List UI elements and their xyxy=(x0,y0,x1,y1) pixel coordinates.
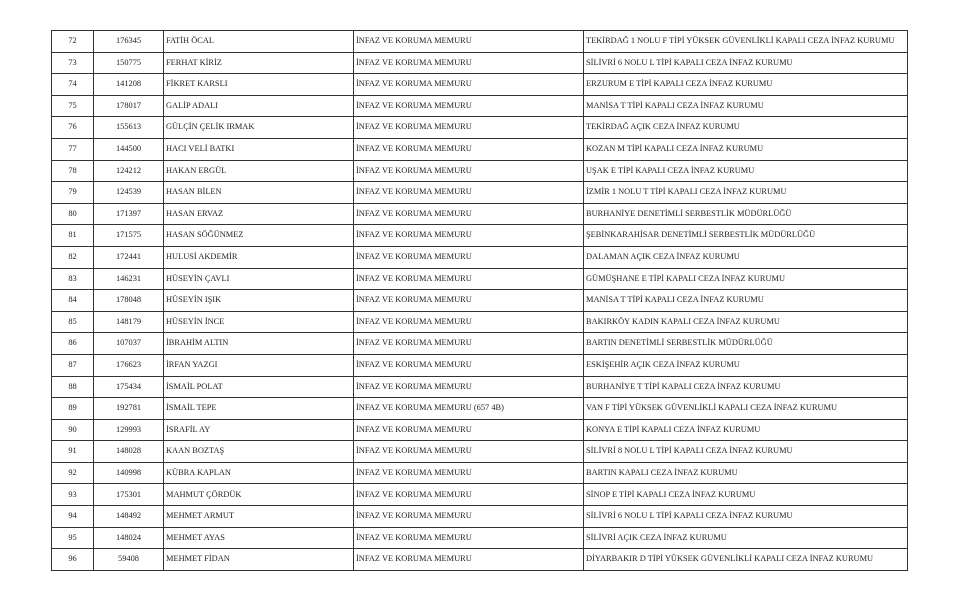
table-row xyxy=(52,462,908,484)
registry-number-cell: 140998 xyxy=(94,462,164,484)
assigned-institution-cell: GÜMÜŞHANE E TİPİ KAPALI CEZA İNFAZ KURUMU xyxy=(584,268,908,290)
table-row xyxy=(52,74,908,96)
row-number-cell: 76 xyxy=(52,117,94,139)
table-row xyxy=(52,203,908,225)
job-title-cell: İNFAZ VE KORUMA MEMURU xyxy=(354,506,584,528)
registry-number-cell: 148024 xyxy=(94,527,164,549)
job-title-cell: İNFAZ VE KORUMA MEMURU xyxy=(354,441,584,463)
table-row xyxy=(52,246,908,268)
table-row xyxy=(52,268,908,290)
job-title-cell: İNFAZ VE KORUMA MEMURU xyxy=(354,290,584,312)
job-title-cell: İNFAZ VE KORUMA MEMURU xyxy=(354,203,584,225)
assigned-institution-cell: VAN F TİPİ YÜKSEK GÜVENLİKLİ KAPALI CEZA İNFAZ KURUMU xyxy=(584,398,908,420)
job-title-cell: İNFAZ VE KORUMA MEMURU xyxy=(354,52,584,74)
registry-number-cell: 148492 xyxy=(94,506,164,528)
job-title-cell: İNFAZ VE KORUMA MEMURU xyxy=(354,74,584,96)
row-number-cell: 78 xyxy=(52,160,94,182)
person-name-cell: KÜBRA KAPLAN xyxy=(164,462,354,484)
row-number-cell: 87 xyxy=(52,354,94,376)
registry-number-cell: 192781 xyxy=(94,398,164,420)
job-title-cell: İNFAZ VE KORUMA MEMURU xyxy=(354,549,584,571)
table-row xyxy=(52,398,908,420)
personnel-table-body xyxy=(52,31,908,571)
person-name-cell: HASAN SÖĞÜNMEZ xyxy=(164,225,354,247)
registry-number-cell: 175301 xyxy=(94,484,164,506)
person-name-cell: MEHMET AYAS xyxy=(164,527,354,549)
table-row xyxy=(52,441,908,463)
person-name-cell: FİKRET KARSLI xyxy=(164,74,354,96)
row-number-cell: 90 xyxy=(52,419,94,441)
row-number-cell: 86 xyxy=(52,333,94,355)
registry-number-cell: 171575 xyxy=(94,225,164,247)
person-name-cell: HULUSİ AKDEMİR xyxy=(164,246,354,268)
row-number-cell: 74 xyxy=(52,74,94,96)
person-name-cell: MAHMUT ÇÖRDÜK xyxy=(164,484,354,506)
table-row xyxy=(52,506,908,528)
job-title-cell: İNFAZ VE KORUMA MEMURU xyxy=(354,182,584,204)
assigned-institution-cell: KOZAN M TİPİ KAPALI CEZA İNFAZ KURUMU xyxy=(584,138,908,160)
registry-number-cell: 148179 xyxy=(94,311,164,333)
job-title-cell: İNFAZ VE KORUMA MEMURU xyxy=(354,484,584,506)
registry-number-cell: 150775 xyxy=(94,52,164,74)
registry-number-cell: 148028 xyxy=(94,441,164,463)
row-number-cell: 75 xyxy=(52,95,94,117)
registry-number-cell: 175434 xyxy=(94,376,164,398)
table-row xyxy=(52,311,908,333)
job-title-cell: İNFAZ VE KORUMA MEMURU xyxy=(354,462,584,484)
table-row xyxy=(52,376,908,398)
personnel-table xyxy=(51,30,908,571)
table-row xyxy=(52,31,908,53)
assigned-institution-cell: MANİSA T TİPİ KAPALI CEZA İNFAZ KURUMU xyxy=(584,95,908,117)
row-number-cell: 89 xyxy=(52,398,94,420)
assigned-institution-cell: ŞEBİNKARAHİSAR DENETİMLİ SERBESTLİK MÜDÜRLÜĞÜ xyxy=(584,225,908,247)
row-number-cell: 88 xyxy=(52,376,94,398)
registry-number-cell: 155613 xyxy=(94,117,164,139)
assigned-institution-cell: UŞAK E TİPİ KAPALI CEZA İNFAZ KURUMU xyxy=(584,160,908,182)
table-row xyxy=(52,484,908,506)
row-number-cell: 93 xyxy=(52,484,94,506)
job-title-cell: İNFAZ VE KORUMA MEMURU xyxy=(354,95,584,117)
job-title-cell: İNFAZ VE KORUMA MEMURU xyxy=(354,160,584,182)
row-number-cell: 95 xyxy=(52,527,94,549)
person-name-cell: İSMAİL POLAT xyxy=(164,376,354,398)
assigned-institution-cell: KONYA E TİPİ KAPALI CEZA İNFAZ KURUMU xyxy=(584,419,908,441)
person-name-cell: HASAN ERVAZ xyxy=(164,203,354,225)
table-row xyxy=(52,138,908,160)
assigned-institution-cell: DİYARBAKIR D TİPİ YÜKSEK GÜVENLİKLİ KAPALI CEZA İNFAZ KURUMU xyxy=(584,549,908,571)
row-number-cell: 79 xyxy=(52,182,94,204)
person-name-cell: HÜSEYİN IŞIK xyxy=(164,290,354,312)
person-name-cell: HACI VELİ BATKI xyxy=(164,138,354,160)
row-number-cell: 91 xyxy=(52,441,94,463)
registry-number-cell: 129993 xyxy=(94,419,164,441)
row-number-cell: 96 xyxy=(52,549,94,571)
job-title-cell: İNFAZ VE KORUMA MEMURU xyxy=(354,527,584,549)
job-title-cell: İNFAZ VE KORUMA MEMURU xyxy=(354,311,584,333)
row-number-cell: 82 xyxy=(52,246,94,268)
table-row xyxy=(52,333,908,355)
person-name-cell: İSMAİL TEPE xyxy=(164,398,354,420)
assigned-institution-cell: SİLİVRİ 6 NOLU L TİPİ KAPALI CEZA İNFAZ KURUMU xyxy=(584,506,908,528)
assigned-institution-cell: SİLİVRİ 8 NOLU L TİPİ KAPALI CEZA İNFAZ KURUMU xyxy=(584,441,908,463)
assigned-institution-cell: BARTIN DENETİMLİ SERBESTLİK MÜDÜRLÜĞÜ xyxy=(584,333,908,355)
person-name-cell: HASAN BİLEN xyxy=(164,182,354,204)
assigned-institution-cell: DALAMAN AÇIK CEZA İNFAZ KURUMU xyxy=(584,246,908,268)
row-number-cell: 81 xyxy=(52,225,94,247)
job-title-cell: İNFAZ VE KORUMA MEMURU xyxy=(354,354,584,376)
assigned-institution-cell: İZMİR 1 NOLU T TİPİ KAPALI CEZA İNFAZ KURUMU xyxy=(584,182,908,204)
job-title-cell: İNFAZ VE KORUMA MEMURU xyxy=(354,333,584,355)
job-title-cell: İNFAZ VE KORUMA MEMURU (657 4B) xyxy=(354,398,584,420)
person-name-cell: HÜSEYİN İNCE xyxy=(164,311,354,333)
registry-number-cell: 144500 xyxy=(94,138,164,160)
assigned-institution-cell: SİLİVRİ AÇIK CEZA İNFAZ KURUMU xyxy=(584,527,908,549)
person-name-cell: İRFAN YAZGI xyxy=(164,354,354,376)
registry-number-cell: 146231 xyxy=(94,268,164,290)
person-name-cell: MEHMET FİDAN xyxy=(164,549,354,571)
registry-number-cell: 176345 xyxy=(94,31,164,53)
registry-number-cell: 178017 xyxy=(94,95,164,117)
person-name-cell: GÜLÇİN ÇELİK IRMAK xyxy=(164,117,354,139)
registry-number-cell: 178048 xyxy=(94,290,164,312)
person-name-cell: KAAN BOZTAŞ xyxy=(164,441,354,463)
job-title-cell: İNFAZ VE KORUMA MEMURU xyxy=(354,419,584,441)
job-title-cell: İNFAZ VE KORUMA MEMURU xyxy=(354,31,584,53)
person-name-cell: FATİH ÖCAL xyxy=(164,31,354,53)
table-row xyxy=(52,225,908,247)
registry-number-cell: 124539 xyxy=(94,182,164,204)
job-title-cell: İNFAZ VE KORUMA MEMURU xyxy=(354,246,584,268)
registry-number-cell: 124212 xyxy=(94,160,164,182)
person-name-cell: FERHAT KİRİZ xyxy=(164,52,354,74)
job-title-cell: İNFAZ VE KORUMA MEMURU xyxy=(354,117,584,139)
row-number-cell: 84 xyxy=(52,290,94,312)
assigned-institution-cell: BURHANİYE DENETİMLİ SERBESTLİK MÜDÜRLÜĞÜ xyxy=(584,203,908,225)
registry-number-cell: 171397 xyxy=(94,203,164,225)
table-row xyxy=(52,95,908,117)
registry-number-cell: 176623 xyxy=(94,354,164,376)
registry-number-cell: 141208 xyxy=(94,74,164,96)
job-title-cell: İNFAZ VE KORUMA MEMURU xyxy=(354,225,584,247)
person-name-cell: GALİP ADALI xyxy=(164,95,354,117)
assigned-institution-cell: BURHANİYE T TİPİ KAPALI CEZA İNFAZ KURUMU xyxy=(584,376,908,398)
assigned-institution-cell: MANİSA T TİPİ KAPALI CEZA İNFAZ KURUMU xyxy=(584,290,908,312)
table-row xyxy=(52,160,908,182)
table-row xyxy=(52,527,908,549)
assigned-institution-cell: ERZURUM E TİPİ KAPALI CEZA İNFAZ KURUMU xyxy=(584,74,908,96)
table-row xyxy=(52,419,908,441)
assigned-institution-cell: SİLİVRİ 6 NOLU L TİPİ KAPALI CEZA İNFAZ KURUMU xyxy=(584,52,908,74)
table-row xyxy=(52,182,908,204)
registry-number-cell: 59408 xyxy=(94,549,164,571)
row-number-cell: 83 xyxy=(52,268,94,290)
row-number-cell: 73 xyxy=(52,52,94,74)
registry-number-cell: 172441 xyxy=(94,246,164,268)
table-row xyxy=(52,117,908,139)
registry-number-cell: 107037 xyxy=(94,333,164,355)
row-number-cell: 92 xyxy=(52,462,94,484)
table-row xyxy=(52,549,908,571)
assigned-institution-cell: BAKIRKÖY KADIN KAPALI CEZA İNFAZ KURUMU xyxy=(584,311,908,333)
table-row xyxy=(52,354,908,376)
assigned-institution-cell: ESKİŞEHİR AÇIK CEZA İNFAZ KURUMU xyxy=(584,354,908,376)
row-number-cell: 80 xyxy=(52,203,94,225)
row-number-cell: 72 xyxy=(52,31,94,53)
row-number-cell: 94 xyxy=(52,506,94,528)
person-name-cell: İBRAHİM ALTIN xyxy=(164,333,354,355)
assigned-institution-cell: SİNOP E TİPİ KAPALI CEZA İNFAZ KURUMU xyxy=(584,484,908,506)
assigned-institution-cell: TEKİRDAĞ AÇIK CEZA İNFAZ KURUMU xyxy=(584,117,908,139)
assigned-institution-cell: BARTIN KAPALI CEZA İNFAZ KURUMU xyxy=(584,462,908,484)
person-name-cell: MEHMET ARMUT xyxy=(164,506,354,528)
person-name-cell: HAKAN ERGÜL xyxy=(164,160,354,182)
person-name-cell: HÜSEYİN ÇAVLI xyxy=(164,268,354,290)
person-name-cell: İSRAFİL AY xyxy=(164,419,354,441)
table-row xyxy=(52,290,908,312)
row-number-cell: 85 xyxy=(52,311,94,333)
table-row xyxy=(52,52,908,74)
job-title-cell: İNFAZ VE KORUMA MEMURU xyxy=(354,376,584,398)
row-number-cell: 77 xyxy=(52,138,94,160)
job-title-cell: İNFAZ VE KORUMA MEMURU xyxy=(354,138,584,160)
job-title-cell: İNFAZ VE KORUMA MEMURU xyxy=(354,268,584,290)
assigned-institution-cell: TEKİRDAĞ 1 NOLU F TİPİ YÜKSEK GÜVENLİKLİ KAPALI CEZA İNFAZ KURUMU xyxy=(584,31,908,53)
